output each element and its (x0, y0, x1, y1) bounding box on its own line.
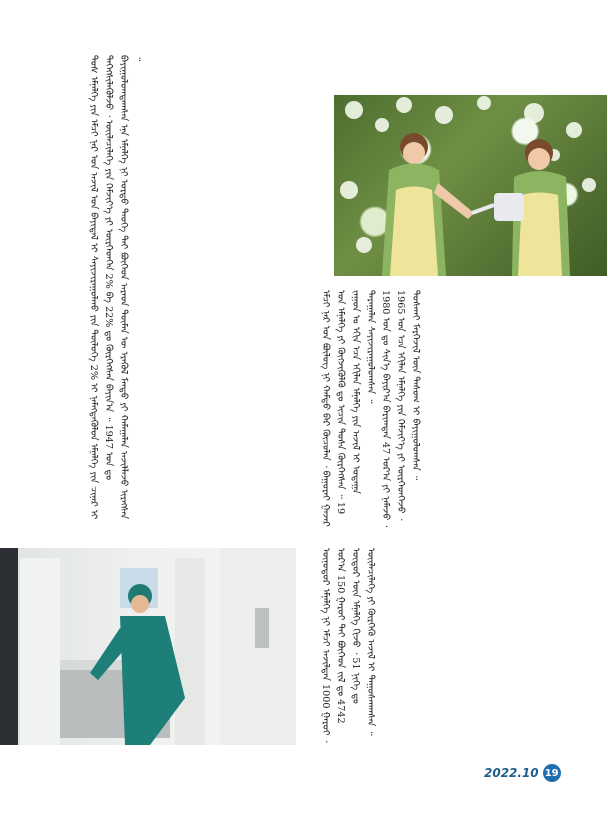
girls-illustration (334, 95, 607, 276)
text-column-bottom-right (318, 548, 546, 746)
text-column-left (86, 55, 322, 525)
surgeon-illustration (0, 548, 296, 745)
text-column-middle (318, 290, 605, 530)
paragraph: ᠲᠤᠰ ᠡᠮᠨᠡᠯᠭᠡ ᠶᠢᠨ ᠡᠮᠴᠢ ᠨᠠᠷ ᠤᠨ ᠠᠵᠢᠯ ᠤᠨ ᠪᠠᠶᠢᠳᠠᠯ ᠢ ᠰᠠᠶᠢᠵᠢᠷᠠᠭᠤᠯᠬᠤ ᠶᠢᠨ ᠲᠥᠯᠥᠭᠡ 2% ᠢ ᠨᠡᠮᠡᠭᠳᠡᠭᠦᠯᠦᠨ ᠡᠮᠨᠡᠯᠭᠡ ᠶᠢᠨ ᠴᠢᠨᠠᠷ ᠢ ᠳᠡᠭᠡᠭᠰᠢᠯᠡᠭᠦᠯᠵᠦ ᠂ ᠦᠢᠯᠡᠴᠢᠯᠡᠭᠡ ᠶᠢᠨ ᠬᠡᠮᠵᠢᠶ᠎ᠡ ᠶᠢ ᠥᠷᠭᠡᠳᠭᠡᠨ 2% ᠪᠠ 22% ᠳᠤ ᠬᠦᠷᠭᠡᠭᠰᠡᠨ ᠪᠠᠶᠢᠨ᠎ᠠ ᠃ 1947 ᠣᠨ ᠳᠤ ᠪᠠᠶᠢᠭᠤᠯᠤᠭᠳᠠᠭᠰᠠᠨ ᠡᠨᠡ ᠡᠮᠨᠡᠯᠭᠡ ᠨᠢ ᠤᠷᠲᠤ ᠲᠡᠦᠬᠡ ᠲᠠᠶ ᠪᠥᠭᠡᠳ ᠠᠷᠠᠳ ᠲᠦᠮᠡᠨ ᠦ ᠡᠷᠡᠬᠦᠯ ᠮᠡᠨᠳᠦ ᠶᠢ ᠬᠠᠮᠠᠭᠠᠯᠠᠨ ᠠᠵᠢᠯᠯᠠᠵᠤ ᠢᠷᠡᠭᠰᠡᠨ ᠃ (88, 55, 144, 520)
paragraph: ᠡᠮᠴᠢ ᠨᠠᠷ ᠤᠨ ᠪᠦᠯᠦᠭ ᠨᠢ ᠬᠠᠮᠲᠤ ᠪᠡᠷ ᠬᠦᠴᠦᠯᠡᠨ ᠂ ᠪᠠᠭᠤᠷᠠᠢ ᠭᠠᠵᠠᠷ ᠤᠨ ᠡᠮᠨᠡᠯᠭᠡ ᠶᠢ ᠬᠥᠭᠵᠢᠭᠦᠯᠬᠦ ᠳᠤ ᠢᠴᠢᠨ ᠲᠤᠰᠠ ᠬᠦᠷᠭᠡᠭᠰᠡᠨ ᠃ 19 ᠵᠠᠭᠤᠨ ᠤ ᠡᠬᠢᠨ ᠡᠴᠡ ᠡᠬᠢᠯᠡᠨ ᠡᠮᠨᠡᠯᠭᠡ ᠶᠢᠨ ᠠᠵᠢᠯ ᠢ ᠤᠳᠠᠭᠠ ᠳᠠᠷᠠᠭᠠᠯᠠᠨ ᠰᠠᠶᠢᠵᠢᠷᠠᠭᠤᠯᠤᠭᠰᠠᠨ ᠃ (320, 290, 376, 527)
paragraph: ᠥᠨᠥᠳᠥᠷ ᠡᠮᠨᠡᠯᠭᠡ ᠨᠢ ᠡᠮᠴᠢ ᠠᠵᠢᠯᠲᠠᠨ 1000 ᠭᠠᠷᠤᠢ ᠂ ᠣᠷ᠎ᠠ 150 ᠭᠠᠷᠤᠢ ᠲᠠᠢ ᠪᠥᠭᠡᠳ ᠵᠢᠯ ᠳᠤ 4742 ᠦᠳᠦᠷ ᠦᠨ ᠡᠮᠨᠡᠯᠭᠡ ᠬᠢᠵᠦ ᠂ 51 ᠨᠢᠭᠡ ᠳᠤ ᠦᠢᠯᠡᠴᠢᠯᠡᠭᠡ ᠶᠢ ᠬᠦᠷᠭᠡᠬᠦ ᠠᠵᠢᠯ ᠢ ᠳᠠᠭᠤᠰᠬᠠᠭᠰᠠᠨ ᠃ (320, 548, 376, 743)
page-footer (484, 764, 561, 782)
photo-surgeon-handwashing (0, 548, 296, 745)
issue-date: 2022.10 (484, 766, 539, 780)
paragraph: 1980 ᠣᠨ ᠳᠤ ᠰᠢᠨ᠎ᠡ ᠪᠠᠶᠢᠷ᠎ᠠ ᠪᠠᠷᠢᠭᠳᠠᠨ 47 ᠣᠷ᠎ᠠ ᠶᠢ ᠨᠡᠮᠡᠵᠦ ᠂ 1965 ᠣᠨ ᠡᠴᠡ ᠡᠬᠢᠯᠡᠨ ᠡᠮᠨᠡᠯᠭᠡ ᠶᠢᠨ ᠬᠡᠮᠵᠢᠶ᠎ᠡ ᠶᠢ ᠥᠷᠭᠡᠳᠭᠡᠵᠦ ᠂ ᠲᠤᠰᠬᠠᠢ ᠮᠡᠷᠭᠡᠵᠢᠯ ᠦᠨ ᠲᠠᠰᠤᠭ ᠢ ᠪᠠᠶᠢᠭᠤᠯᠤᠭᠰᠠᠨ ᠃ (380, 290, 421, 528)
page-number: 19 (543, 764, 561, 782)
photo-girls-in-garden (334, 95, 607, 276)
